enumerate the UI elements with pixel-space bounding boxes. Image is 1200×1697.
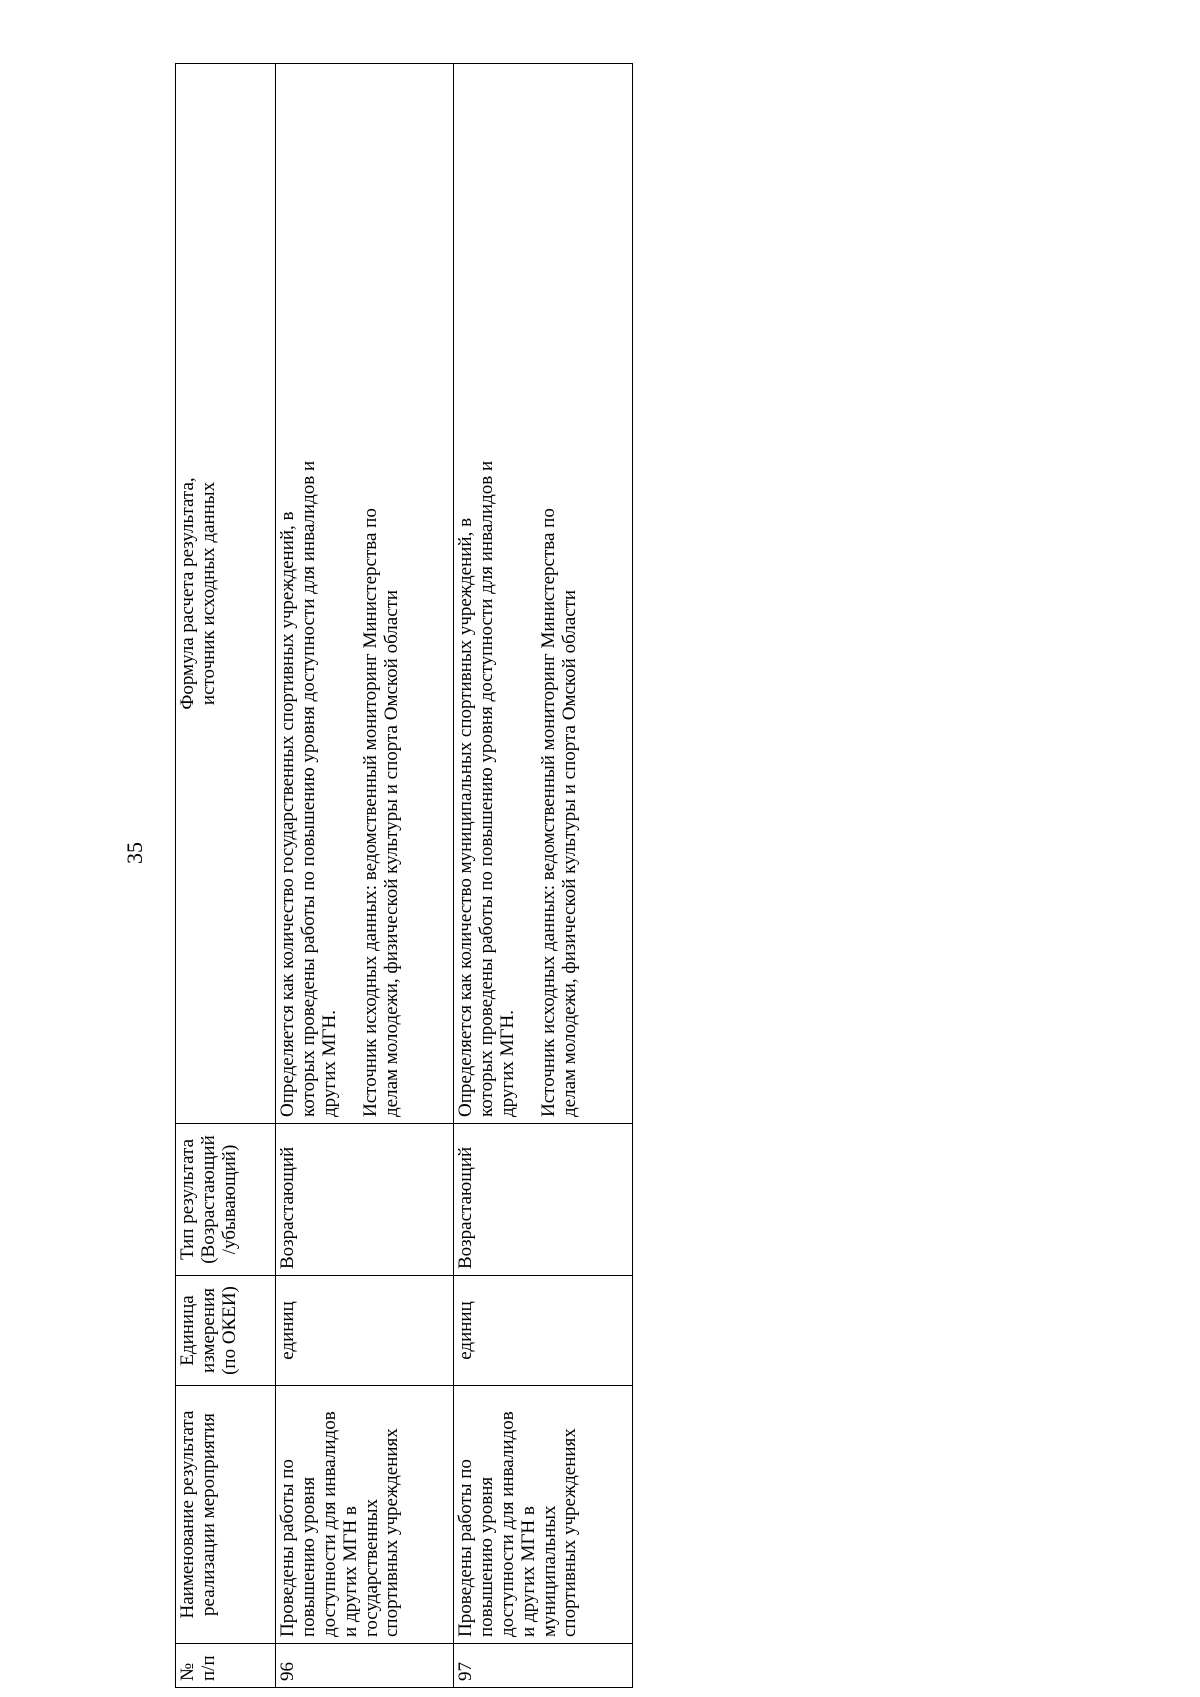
- row-unit: единиц: [276, 1276, 454, 1386]
- row-source: Источник исходных данных: ведомственный мониторинг Министерства по делам молодежи, физической культуры и спорта Омской области: [537, 508, 580, 1117]
- header-formula: Формула расчета результата, источник исходных данных: [176, 64, 276, 1124]
- header-unit: Единица измерения (по ОКЕИ): [176, 1276, 276, 1386]
- row-formula: Определяется как количество государственных спортивных учреждений, в которых проведены работы по повышению уровня доступности для инвалидов и других МГН. Источник исходных данных: ведомственный мониторинг Министерства по делам молодежи, физической культуры и спорта Омской области: [276, 64, 454, 1124]
- row-name: Проведены работы по повышению уровня доступности для инвалидов и других МГН в государственных спортивных учреждениях: [276, 1386, 454, 1644]
- row-type: Возрастающий: [454, 1124, 633, 1276]
- results-table: [175, 63, 633, 1688]
- table-row: [276, 64, 454, 1688]
- header-num: № п/п: [176, 1644, 276, 1688]
- page-number: 35: [122, 842, 147, 864]
- table-row: [454, 64, 633, 1688]
- row-name: Проведены работы по повышению уровня доступности для инвалидов и других МГН в муниципальных спортивных учреждениях: [454, 1386, 633, 1644]
- row-source: Источник исходных данных: ведомственный мониторинг Министерства по делам молодежи, физической культуры и спорта Омской области: [359, 508, 402, 1117]
- header-name: Наименование результата реализации мероприятия: [176, 1386, 276, 1644]
- row-unit: единиц: [454, 1276, 633, 1386]
- results-table-container: [175, 64, 632, 1688]
- row-formula: Определяется как количество муниципальных спортивных учреждений, в которых проведены работы по повышению уровня доступности для инвалидов и других МГН. Источник исходных данных: ведомственный мониторинг Министерства по делам молодежи, физической культуры и спорта Омской области: [454, 64, 633, 1124]
- table-header-row: [176, 64, 276, 1688]
- row-type: Возрастающий: [276, 1124, 454, 1276]
- header-type: Тип результата (Возрастающий /убывающий): [176, 1124, 276, 1276]
- row-num: 96: [276, 1644, 454, 1688]
- row-num: 97: [454, 1644, 633, 1688]
